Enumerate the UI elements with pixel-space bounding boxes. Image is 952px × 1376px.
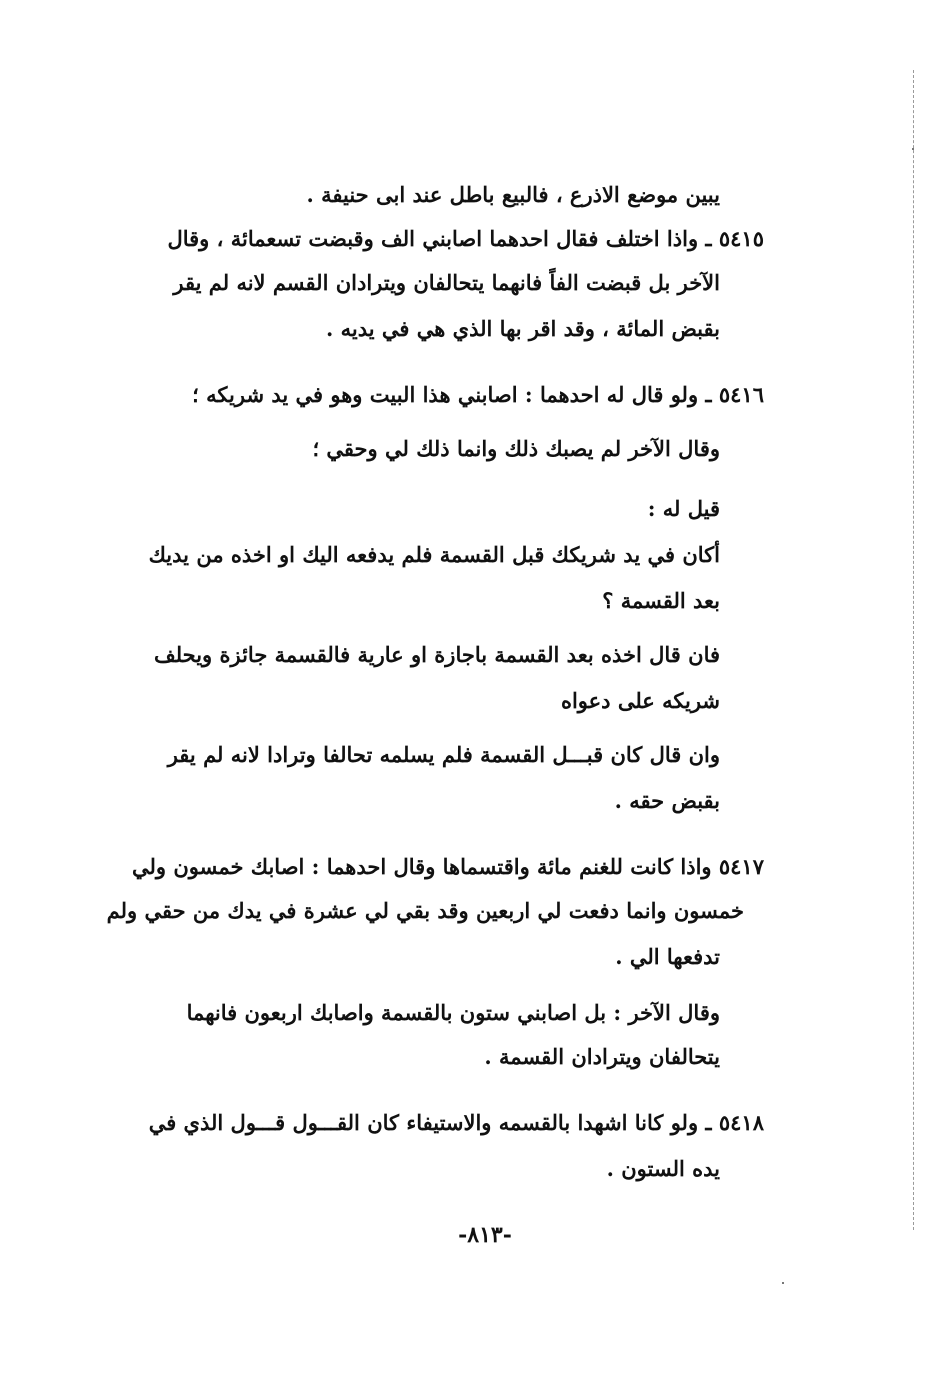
text-line-entry-5418: ٥٤١٨ ـ ولو كانا اشهدا بالقسمه والاستيفاء كان القـــول قـــول الذي في [148,1110,764,1135]
scan-speck [912,148,914,150]
text-line-entry-5415: ٥٤١٥ ـ واذا اختلف فقال احدهما اصابني الف وقبضت تسعمائة ، وقال [167,226,764,251]
text-line: يده الستون . [606,1156,720,1181]
text-line: وقال الآخر : بل اصابني ستون بالقسمة واصابك اربعون فانهما [186,1000,720,1025]
text-line: بقبض المائة ، وقد اقر بها الذي هي في يديه . [326,316,720,341]
text-line: يبين موضع الاذرع ، فالبيع باطل عند ابى حنيفة . [306,182,720,207]
text-line: وقال الآخر لم يصبك ذلك وانما ذلك لي وحقي ؛ [312,436,720,461]
text-line: شريكه على دعواه [560,688,720,713]
page-number: -٨١٣- [458,1222,512,1248]
text-line: بعد القسمة ؟ [602,588,720,613]
text-line-entry-5417: ٥٤١٧ واذا كانت للغنم مائة واقتسماها وقال احدهما : اصابك خمسون ولي [131,854,764,879]
margin-dotted-rule [913,70,914,1230]
text-line: تدفعها الي . [615,944,720,969]
text-line: أكان في يد شريكك قبل القسمة فلم يدفعه اليك او اخذه من يديك [148,542,720,567]
text-line: فان قال اخذه بعد القسمة باجازة او عارية فالقسمة جائزة ويحلف [153,642,720,667]
text-line: بقبض حقه . [614,788,720,813]
text-line: قيل له : [647,496,720,521]
text-line: خمسون وانما دفعت لي اربعين وقد بقي لي عشرة في يدك من حقي ولم [106,898,744,923]
scan-speck [782,1282,784,1284]
text-line: وان قال كان قبـــل القسمة فلم يسلمه تحالفا وترادا لانه لم يقر [167,742,720,767]
text-line-entry-5416: ٥٤١٦ ـ ولو قال له احدهما : اصابني هذا البيت وهو في يد شريكه ؛ [192,382,764,407]
text-line: الآخر بل قبضت الفاً فانهما يتحالفان ويترادان القسم لانه لم يقر [173,270,720,295]
text-line: يتحالفان ويترادان القسمة . [484,1044,720,1069]
